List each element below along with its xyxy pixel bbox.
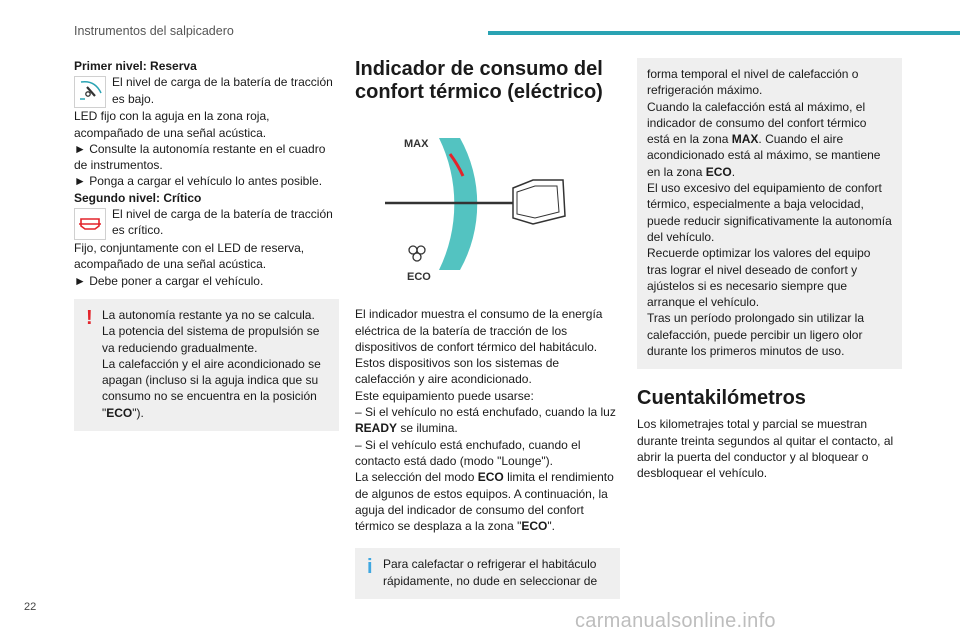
box-paragraph-2: Cuando la calefacción está al máximo, el indicador de consumo del confort térmico está en la zona MAX. Cuando el aire acondicionado está al máximo, se mantiene en la zona ECO. xyxy=(647,99,881,179)
level1-bullet-1: ► Consulte la autonomía restante en el cuadro de instrumentos. xyxy=(74,141,326,173)
column-middle xyxy=(355,58,620,599)
box-paragraph-4: Recuerde optimizar los valores del equipo tras lograr el nivel deseado de confort y ajústelos si es necesario siempre que arranque el vehículo. xyxy=(647,246,871,310)
gauge-paragraph-4: – Si el vehículo no está enchufado, cuando la luz READY se ilumina. xyxy=(355,405,616,436)
gauge-paragraph-5: – Si el vehículo está enchufado, cuando el contacto está dado (modo "Lounge"). xyxy=(355,437,581,468)
odometer-paragraph: Los kilometrajes total y parcial se muestran durante treinta segundos al quitar el contacto, al abrir la puerta del conductor y al bloquear o desbloquear el vehículo. xyxy=(637,417,894,481)
warning-text-2: La potencia del sistema de propulsión se va reduciendo gradualmente. xyxy=(102,324,320,355)
info-callout xyxy=(355,548,620,599)
level2-icon-row xyxy=(74,206,339,240)
level1-title: Primer nivel: Reserva xyxy=(74,59,197,73)
gauge-paragraph-3: Este equipamiento puede usarse: xyxy=(355,388,534,403)
level1-icon-text: El nivel de carga de la batería de tracción es bajo. xyxy=(112,75,333,106)
warning-text-3: La calefacción y el aire acondicionado se apagan (incluso si la aguja indica que su consumo no se encuentra en la posición "ECO"). xyxy=(102,356,321,420)
header-accent-bar xyxy=(488,31,960,35)
thermal-comfort-gauge-illustration xyxy=(355,118,620,288)
box-paragraph-1: forma temporal el nivel de calefacción o refrigeración máximo. xyxy=(647,67,859,98)
warning-callout xyxy=(74,299,339,431)
box-paragraph-5: Tras un período prolongado sin utilizar la calefacción, puede percibir un ligero olor durante los primeros minutos de uso. xyxy=(647,311,865,359)
gauge-paragraph-1: El indicador muestra el consumo de la energía eléctrica de la batería de tracción de los dispositivos de confort térmico del habitáculo. xyxy=(355,307,603,354)
info-icon: i xyxy=(367,556,373,579)
page-number: 22 xyxy=(24,601,37,613)
gauge-label-max: MAX xyxy=(404,138,429,150)
section-heading-thermal: Indicador de consumo del confort térmico (eléctrico) xyxy=(355,58,603,103)
page-header-title: Instrumentos del salpicadero xyxy=(74,24,234,38)
info-text: Para calefactar o refrigerar el habitáculo rápidamente, no dude en seleccionar de xyxy=(383,557,598,588)
level1-body: LED fijo con la aguja en la zona roja, acompañado de una señal acústica. xyxy=(74,109,270,140)
level2-title: Segundo nivel: Crítico xyxy=(74,190,202,205)
level2-bullet-1: ► Debe poner a cargar el vehículo. xyxy=(74,273,264,288)
gauge-label-eco: ECO xyxy=(407,271,431,283)
level1-bullet-2: ► Ponga a cargar el vehículo lo antes posible. xyxy=(74,174,323,189)
battery-reserve-icon xyxy=(74,76,106,108)
warning-text-1: La autonomía restante ya no se calcula. xyxy=(102,307,315,322)
battery-critical-icon xyxy=(74,208,106,240)
column-right xyxy=(637,58,902,482)
level1-icon-row xyxy=(74,74,339,108)
info-callout-continued xyxy=(637,58,902,369)
gauge-paragraph-2: Estos dispositivos son los sistemas de calefacción y aire acondicionado. xyxy=(355,356,560,387)
column-left xyxy=(74,58,339,431)
section-heading-odometer: Cuentakilómetros xyxy=(637,387,806,410)
box-paragraph-3: El uso excesivo del equipamiento de confort térmico, especialmente a baja velocidad, puede reducir significativamente la autonomía del vehículo. xyxy=(647,181,892,244)
level2-body: Fijo, conjuntamente con el LED de reserva, acompañado de una señal acústica. xyxy=(74,241,305,272)
watermark: carmanualsonline.info xyxy=(575,610,776,632)
level2-icon-text: El nivel de carga de la batería de tracción es crítico. xyxy=(112,207,333,238)
warning-icon: ! xyxy=(86,306,93,329)
fan-icon xyxy=(409,246,425,261)
gauge-paragraph-6: La selección del modo ECO limita el rendimiento de algunos de estos equipos. A continuación, la aguja del indicador de consumo del confort térmico se desplaza a la zona "ECO". xyxy=(355,470,614,534)
